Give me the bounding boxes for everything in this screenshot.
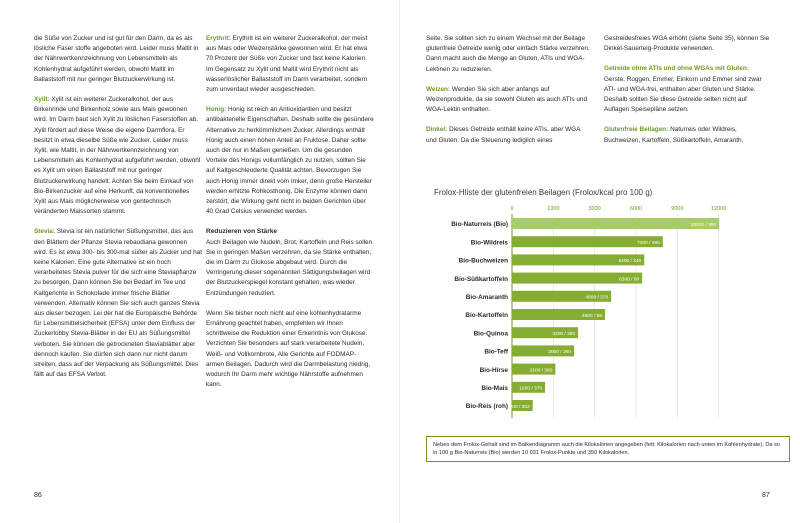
paragraph xyxy=(426,34,592,75)
paragraph-text: Gerste, Roggen, Emmer, Einkorn und Emmer sind zwar ATI- und WGA-frei, enthalten aber Gluten und Stärke. Deshalb sollten Sie diese Getreide selten nicht auf Auflagen Speisepläne setzen. xyxy=(604,75,762,114)
paragraph xyxy=(604,64,770,115)
chart-note: Neben dem Frolox-Gehalt sind im Balkendiagramm auch die Kilokalorien angegeben (fett: Kilokalorien nach unten im Kohlenhydrate). Da so in 100 g Bio-Naturreis (Bio) werden 10 031 Frolox-Punkte und 350 Kilokalorien. xyxy=(426,436,790,462)
paragraph-text: Xylit ist ein weiterer Zuckeralkohol, der aus Birkenrinde und Birkenholz sowie aus Mais gewonnen wird. Im Darm baut sich Xylit zu löslichen Faserstoffen ab. Xylit fördert auf diese Weise die eigene Darmflora. Er besitzt in etwa dieselbe Süße wie Zucker. Leider muss Xylit, wie Maltit, in der Nährwertkennzeichnung von Lebensmitteln als Kohlenhydrat aufgeführt werden, obwohl es Xylit um einen Ballaststoff mit nur geringer Blutzuckerwirkung handelt. Achten Sie beim Einkauf von Bio-Birkenzucker auf eine Herkunft, da konventionelles Xylit aus Mais möglicherweise von gentechnisch veränderten Maissorten stammt. xyxy=(34,96,201,216)
paragraph xyxy=(604,34,770,54)
paragraph xyxy=(34,227,202,380)
right-column-1 xyxy=(426,34,592,156)
data-label: 1600 / 370 xyxy=(519,386,543,392)
page-number-right: 87 xyxy=(762,492,770,499)
section-heading: Reduzieren von Stärke xyxy=(206,228,278,236)
data-label: 2100 / 360 xyxy=(529,368,553,374)
right-page xyxy=(400,0,800,523)
paragraph xyxy=(206,105,374,217)
paragraph xyxy=(206,238,374,299)
paragraph-text: Seite. Sie sollten sich zu einem Wechsel mit der Beilage glutenfreie Getreide wenig oder einfach Stärke verzehren. Dann macht auch die Menge an Gluten, ATIs und WGA-Lektinen zu reduzieren. xyxy=(426,35,590,73)
page-number-left: 86 xyxy=(34,492,42,499)
data-label: 7300 / 360 xyxy=(637,241,660,246)
paragraph-text: Gestreidesfreies WGA erhöht (siehe Seite 35), können Sie Dinkel-Sauerteig-Produkte verwenden. xyxy=(604,35,770,53)
category-label: Bio-Teff xyxy=(484,348,508,356)
x-tick-label: 9000 xyxy=(671,206,684,212)
keyword-lead: Weizen: xyxy=(426,85,452,93)
green-heading: Glutenfreie Beilagen: xyxy=(604,126,671,134)
paragraph xyxy=(426,85,592,116)
paragraph-text: Erythrit ist ein weiterer Zuckeralkohol, der meist aus Mais oder Weizenstärke gewonnen wird. Er hat etwa 70 Prozent der Süße von Zucker und fast keine Kalorien. Im Gegensatz zu Xylit und Maltit wird Erythrit nicht als wasserlöslicher Ballaststoff im Darm verarbeitet, sondern zum unverdaut wieder ausgeschieden. xyxy=(206,35,368,94)
paragraph-text: Honig ist reich an Antioxidantien und besitzt antibakterielle Eigenschaften. Deshalb sollte die gesündere Alternative zu herkömmlichem Zucker. Allerdings enthält Honig auch einen hohen Anteil an Fruktose. Daher sollte auch der nur in Maßen genießen. Um die gesunden Vorteile des Honigs vollumfänglich zu nutzen, sollten Sie auf Kaltgeschleuderte Qualität achten. Bevorzugen Sie auch Honig immer direkt vom Imker, denn große Hersteller werden erhitzte Rohkosthonig. Die Enzyme können dann zerstört, die Wirkung geht nicht in beiden Gerichten über 40 Grad Celsius verwendet werden. xyxy=(206,106,374,216)
frolox-bar-chart xyxy=(434,188,774,418)
category-label: Bio-Hirse xyxy=(479,366,508,374)
bar xyxy=(512,218,719,229)
category-label: Bio-Süßkartoffeln xyxy=(454,275,508,283)
paragraph-text: Stevia ist ein natürlicher Süßungsmittel, das aus den Blättern der Pflanze Stevia rebaudiana gewonnen wird. Es ist etwa 300- bis 300-mal süßer als Zucker und hat keine Kalorien. Eine gute Alternative ist ein hoch verarbeitetes Stevia pulver für die sich eine Steviapflanze zu besorgen. Dann können Sie bei Bedarf im Tee und Kaltgerichte in Schokolade immer frische Blätter verwenden. Alternativ können Sie sich auch ganzes Stevia aus dieser bezogen. Lei der hat die Europäische Behörde für Lebensmittelsicherheit (EFSA) unter dem Einfluss der Zuckerlobby Stevia-Blätter in der EU als Süßungsmittel verboten. Sie können die getrockneten Steviablätter aber dennoch kaufen. Sie dürfen sich dann nur nicht darum streiten, dass auf der Verpackung als Süßungsmittel. Dies fällt auf das EFSA Verbot. xyxy=(34,228,203,379)
green-heading: Getreide ohne ATIs und ohne WGAs mit Gluten: xyxy=(604,65,749,73)
category-label: Bio-Kartoffeln xyxy=(465,312,508,320)
data-label: 6400 / 340 xyxy=(618,259,642,265)
right-column-2 xyxy=(604,34,770,156)
data-label: 200 / 353 xyxy=(509,404,530,410)
paragraph-text: Wenn Sie bisher noch nicht auf eine kohlenhydratarme Ernährung geachtet haben, empfehlen wir Ihnen schrittweise die Reduktion einer Erkenntnis von Glukose. Verzichten Sie besonders auf stark verarbeitete Nudeln, Weiß- und Vollkornbrote, Alle Gerichte auf FODMAP-armen Beilagen. Dadurch wird die Darmbelastung niedrig, wodurch Ihr Darm mehr wichtige Nährstoffe aufnehmen kann. xyxy=(206,309,371,389)
category-label: Bio-Buchweizen xyxy=(458,257,508,265)
paragraph-text: die Süße von Zucker und ist gut für den Darm, da es als lösliche Faser stoffe angeboten wird. Leider muss Maltit in der Nährwertkennzeichnung von Lebensmitteln als Kohlenhydrat aufgeführt werden, obwohl Maltit im Ballaststoff mit nur geringer Blutzuckerwirkung ist. xyxy=(34,35,199,83)
category-label: Bio-Mais xyxy=(481,385,508,392)
data-label: 6300 / 80 xyxy=(619,277,640,283)
data-label: 3200 / 360 xyxy=(552,332,576,337)
category-label: Bio-Quinoa xyxy=(473,330,508,338)
left-column-2 xyxy=(206,34,374,401)
data-label: 10031 / 350 xyxy=(690,222,717,228)
paragraph xyxy=(604,125,770,145)
category-label: Bio-Amaranth xyxy=(465,294,508,301)
x-tick-label: 0 xyxy=(510,206,514,212)
category-label: Bio-Wildreis xyxy=(470,239,508,247)
chart-svg xyxy=(434,200,774,420)
data-label: 4800 / 370 xyxy=(585,295,609,301)
data-label: 3000 / 360 xyxy=(548,350,571,356)
x-tick-label: 3000 xyxy=(588,206,601,212)
left-column-1 xyxy=(34,34,202,391)
paragraph-text: Wenden Sie sich aber anfangs auf Weizenprodukte, da sie sowohl Gluten als auch ATIs und WGA-Lektin enthalten. xyxy=(426,85,588,114)
keyword-lead: Stevia: xyxy=(34,228,57,236)
data-label: 4500 / 68 xyxy=(581,313,602,319)
paragraph xyxy=(206,34,374,95)
chart-title: Frolox-Hliste der glutenfreien Beilagen (Frolox/kcal pro 100 g) xyxy=(434,188,653,197)
keyword-lead: Erythrit: xyxy=(206,35,233,42)
keyword-lead: Honig: xyxy=(206,106,229,114)
paragraph xyxy=(206,309,374,391)
paragraph-text: Naturreis oder Wildreis, Buchweizen, Kartoffeln, Süßkartoffeln, Amaranth, xyxy=(604,126,744,144)
paragraph xyxy=(34,34,202,85)
x-tick-label: 12000 xyxy=(710,206,727,212)
keyword-lead: Xylit: xyxy=(34,96,52,104)
paragraph xyxy=(34,95,202,217)
category-label: Bio-Naturreis (Bio) xyxy=(451,221,508,229)
x-tick-label: 1000 xyxy=(547,206,560,212)
paragraph-text: Dieses Getreide enthält keine ATIs, aber WGA und Gluten. Da die Steuerung lediglich eines xyxy=(426,126,581,144)
paragraph xyxy=(426,125,592,145)
category-label: Bio-Reis (roh) xyxy=(465,403,508,411)
paragraph-text: Auch Beilagen wie Nudeln, Brot, Kartoffeln und Reis sollen Sie in geringen Maßen verzehren, da sie Stärke enthalten, die im Darm zu Glukose abgebaut wird. Durch die Verringerung dieser sogenannten Sättigungsbeilagen wird der Blutzuckerspiegel konstant gehalten, was wieder Entzündungen reduziert. xyxy=(206,238,373,297)
x-tick-label: 6000 xyxy=(629,206,643,212)
keyword-lead: Dinkel: xyxy=(426,126,450,134)
